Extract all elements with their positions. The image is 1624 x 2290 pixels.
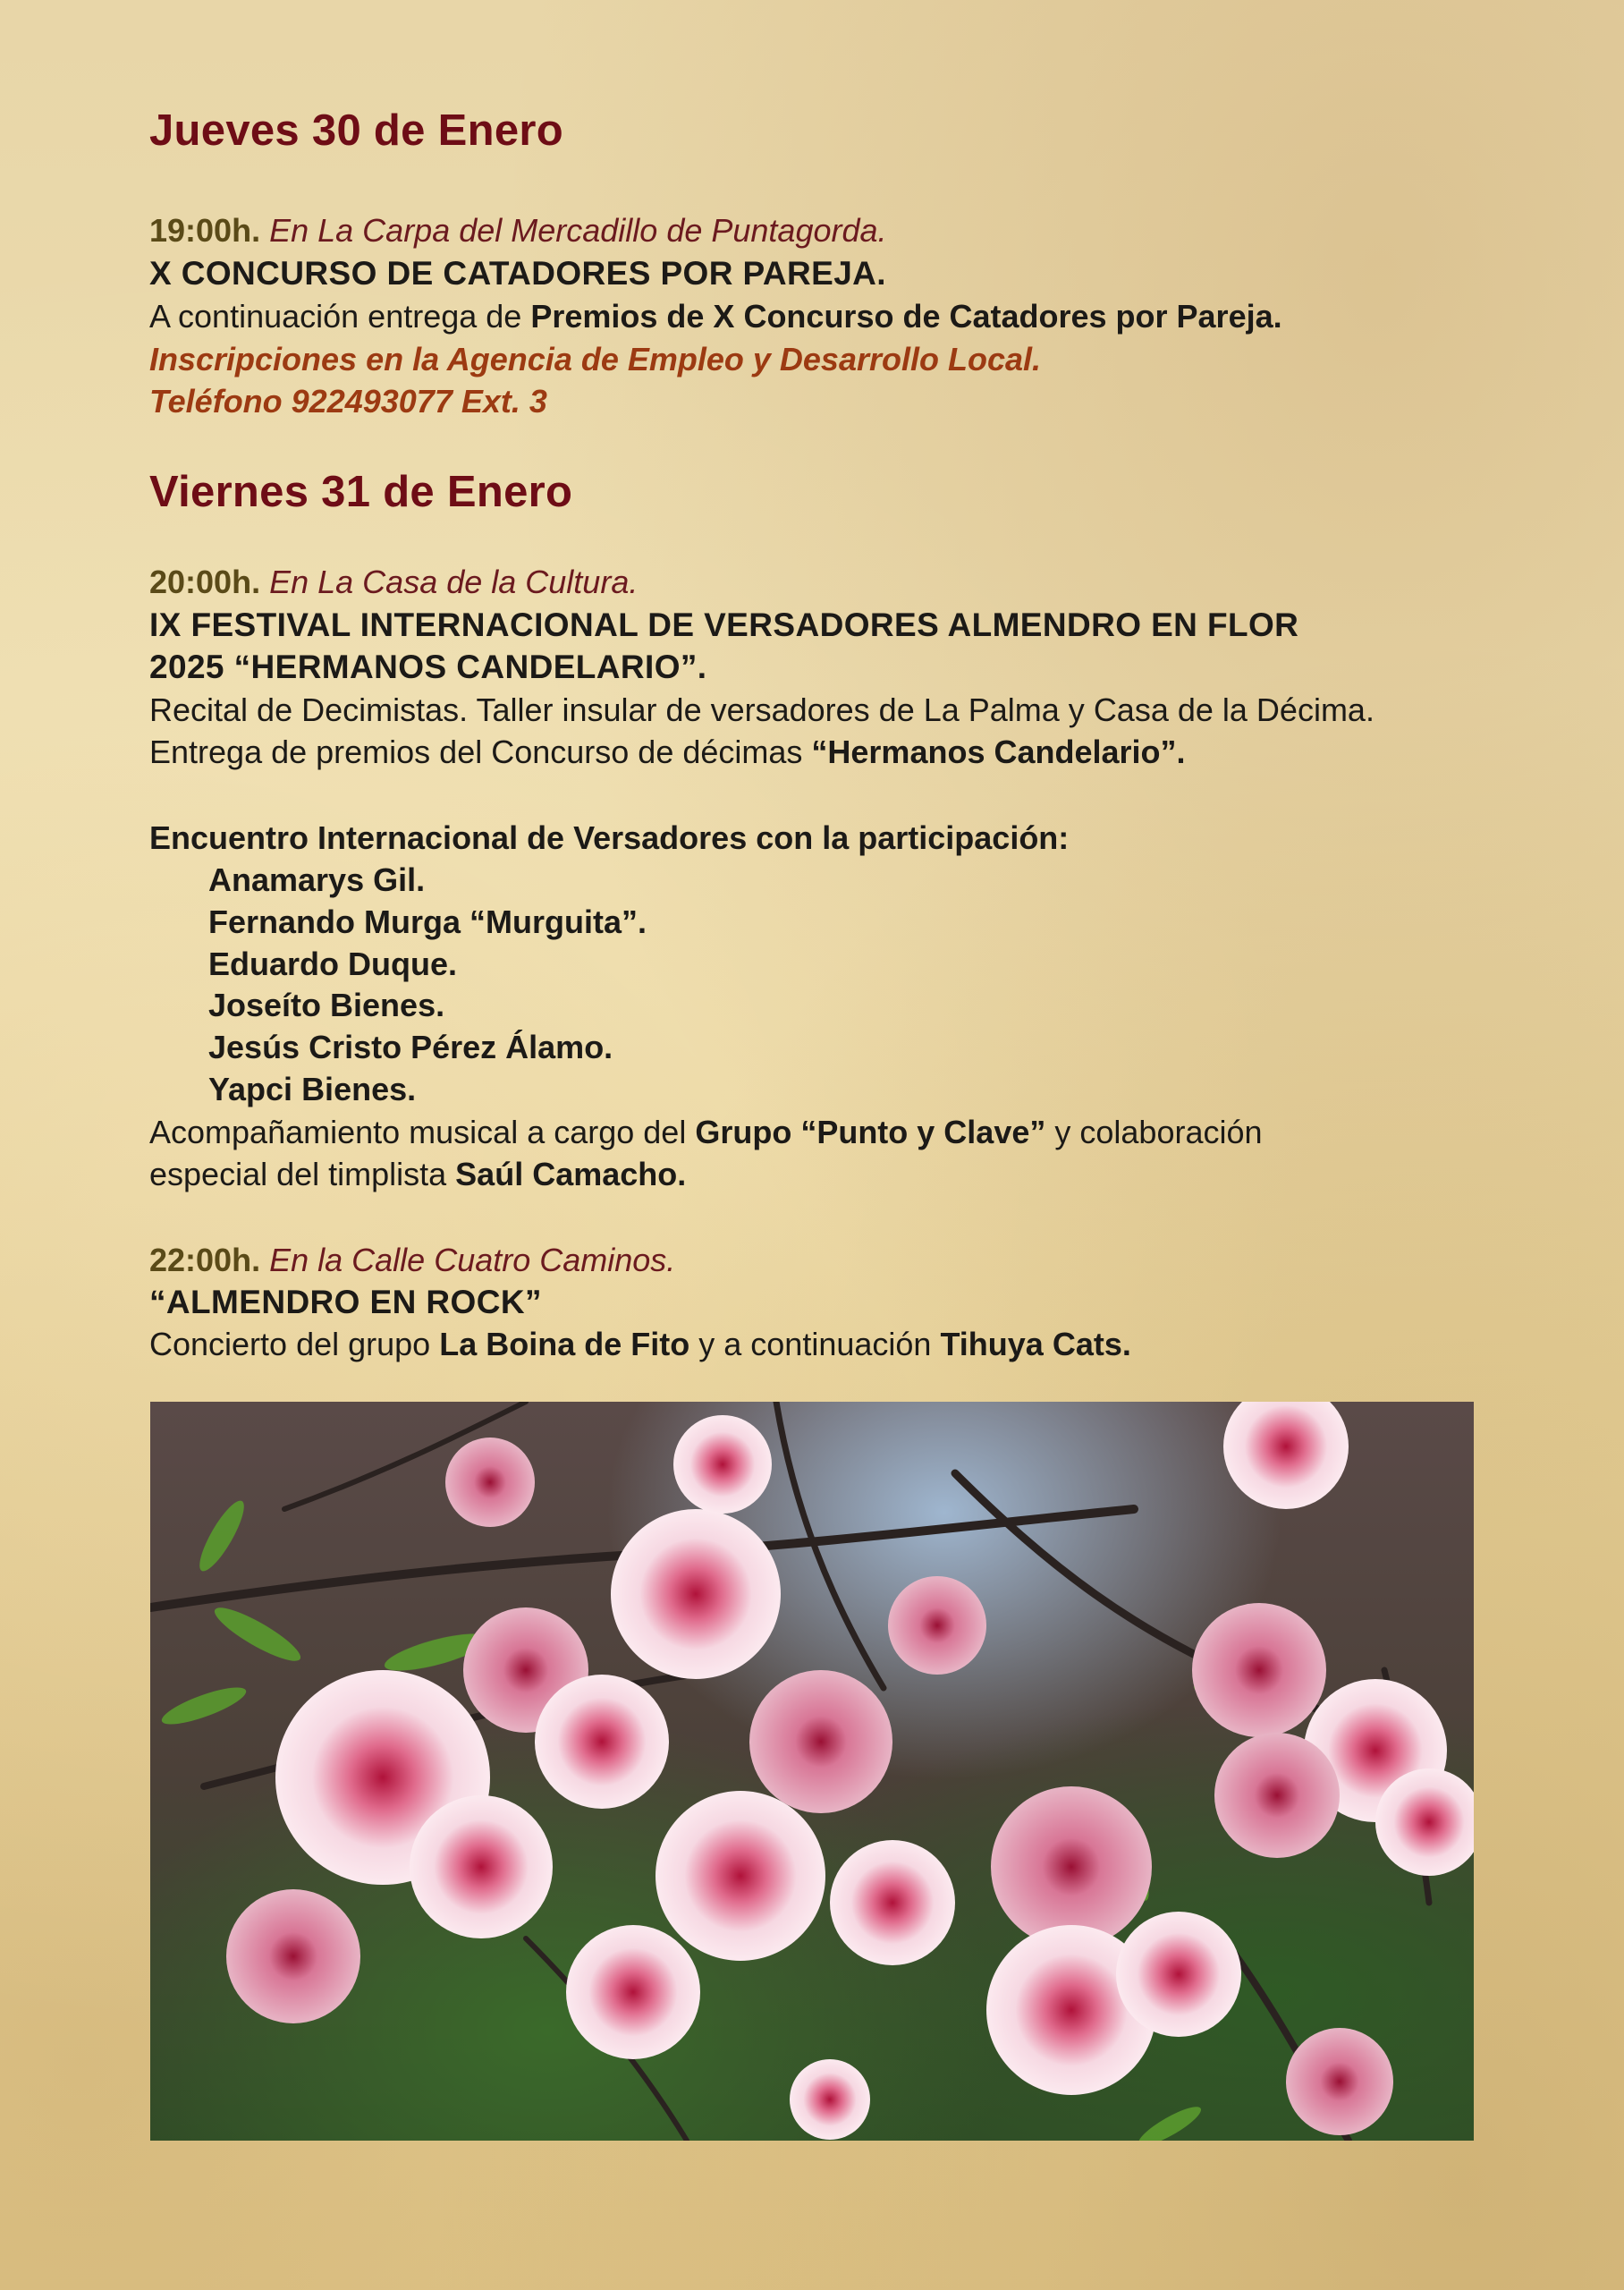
participant-item: Anamarys Gil. <box>208 861 426 898</box>
accomp-group: Grupo “Punto y Clave” <box>695 1114 1046 1150</box>
encounter-heading: Encuentro Internacional de Versadores con la participación: <box>149 819 1070 856</box>
participant-item: Eduardo Duque. <box>208 946 457 982</box>
registration-info: Inscripciones en la Agencia de Empleo y Desarrollo Local. <box>149 341 1041 377</box>
blossom-illustration <box>150 1402 1474 2141</box>
event-time: 22:00h. <box>149 1242 261 1278</box>
event-venue: En La Casa de la Cultura. <box>269 564 639 600</box>
event-time-venue <box>149 1239 675 1282</box>
event-description <box>149 295 1282 338</box>
event-time: 20:00h. <box>149 564 261 600</box>
event-venue: En la Calle Cuatro Caminos. <box>269 1242 676 1278</box>
desc-text: A continuación entrega de <box>149 298 522 335</box>
event-venue: En La Carpa del Mercadillo de Puntagorda. <box>269 212 887 249</box>
participant-item: Jesús Cristo Pérez Álamo. <box>208 1029 613 1065</box>
band-name: Tihuya Cats. <box>940 1326 1131 1362</box>
desc-bold: Premios de X Concurso de Catadores por Pareja. <box>530 298 1282 335</box>
event-description-line2 <box>149 731 1186 774</box>
event-title: X CONCURSO DE CATADORES POR PAREJA. <box>149 255 886 292</box>
participant-item: Yapci Bienes. <box>208 1071 417 1107</box>
phone-info: Teléfono 922493077 Ext. 3 <box>149 383 547 420</box>
event-title-line1: IX FESTIVAL INTERNACIONAL DE VERSADORES ALMENDRO EN FLOR <box>149 606 1299 643</box>
accomp-suffix: y colaboración <box>1054 1114 1263 1150</box>
desc-text: Concierto del grupo <box>149 1326 431 1362</box>
desc-text: y a continuación <box>698 1326 932 1362</box>
event-time-venue <box>149 561 638 604</box>
event-description-line1: Recital de Decimistas. Taller insular de versadores de La Palma y Casa de la Décima. <box>149 691 1374 728</box>
event-description <box>149 1323 1131 1366</box>
accomp-artist: Saúl Camacho. <box>455 1156 687 1192</box>
event-title: “ALMENDRO EN ROCK” <box>149 1284 542 1320</box>
band-name: La Boina de Fito <box>439 1326 690 1362</box>
day-heading-friday: Viernes 31 de Enero <box>149 468 573 516</box>
accomp-text: Acompañamiento musical a cargo del <box>149 1114 687 1150</box>
participant-item: Joseíto Bienes. <box>208 987 445 1023</box>
event-time: 19:00h. <box>149 212 261 249</box>
day-heading-thursday: Jueves 30 de Enero <box>149 106 563 155</box>
participant-item: Fernando Murga “Murguita”. <box>208 903 647 940</box>
accompaniment-line1 <box>149 1111 1263 1154</box>
desc-text: Entrega de premios del Concurso de décimas <box>149 734 803 770</box>
accomp-text: especial del timplista <box>149 1156 447 1192</box>
accompaniment-line2 <box>149 1153 686 1196</box>
event-time-venue <box>149 209 887 252</box>
desc-bold: “Hermanos Candelario”. <box>811 734 1186 770</box>
almond-blossom-photo <box>150 1402 1474 2141</box>
event-title-line2: 2025 “HERMANOS CANDELARIO”. <box>149 649 707 685</box>
